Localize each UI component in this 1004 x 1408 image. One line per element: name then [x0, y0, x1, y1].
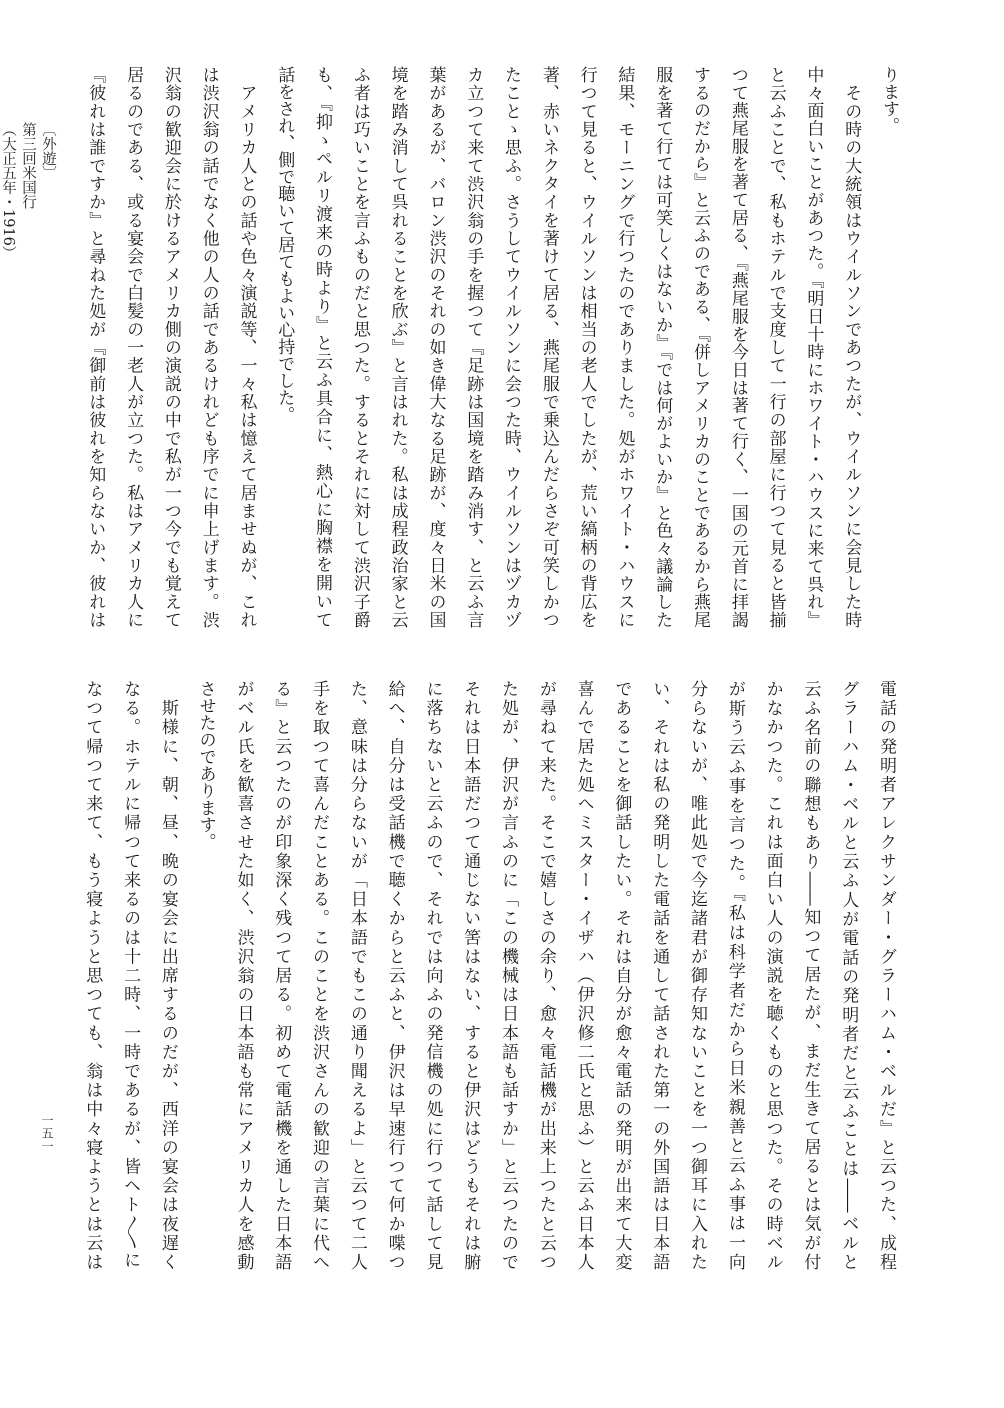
- text-column: た処が、伊沢が言ふのに「この機械は日本語も話すか」と云つたので: [498, 680, 519, 1270]
- text-column: それは日本語だつて通じない筈はない、すると伊沢はどうもそれは腑: [460, 680, 481, 1270]
- text-column: い、それは私の発明した電話を通して話された第一の外国語は日本語: [649, 680, 670, 1271]
- text-column: 云ふ名前の聯想もあり――知つて居たが、まだ生きて居るとは気が付: [800, 680, 821, 1270]
- text-column: も、『抑ゝペルリ渡来の時より』と云ふ具合に、熱心に胸襟を開いて: [312, 66, 333, 628]
- text-column: が斯う云ふ事を言つた。『私は科学者だから日米親善と云ふ事は一向: [724, 680, 745, 1270]
- text-column: 斯様に、朝、昼、晩の宴会に出席するのだが、西洋の宴会は夜遅く: [157, 680, 178, 1270]
- text-column: がベル氏を歓喜させた如く、渋沢翁の日本語も常にアメリカ人を感動: [233, 680, 254, 1270]
- running-header-date: （大正五年・1916）: [0, 122, 16, 261]
- text-column: 喜んで居た処へミスター・イザハ（伊沢修二氏と思ふ）と云ふ日本人: [573, 680, 594, 1270]
- text-column: 葉があるが、バロン渋沢のそれの如き偉大なる足跡が、度々日米の国: [425, 66, 446, 628]
- text-column: た、意味は分らないが「日本語でもこの通り聞えるよ」と云つて二人: [346, 680, 367, 1270]
- text-column: と云ふことで、私もホテルで支度して一行の部屋に行つて見ると皆揃: [765, 66, 786, 628]
- text-column: 行つて見ると、ウイルソンは相当の老人でしたが、荒い縞柄の背広を: [576, 66, 597, 628]
- running-header-section: 〔外遊〕: [40, 122, 56, 180]
- text-column: 手を取つて喜んだことある。このことを渋沢さんの歓迎の言葉に代へ: [309, 680, 330, 1271]
- text-column: 『彼れは誰ですか』と尋ねた処が『御前は彼れを知らないか、彼れは: [85, 66, 106, 628]
- text-column: 服を著て行ては可笑しくはないか』『では何がよいか』と色々議論した: [652, 66, 673, 628]
- text-column: 著、赤いネクタイを著けて居る、燕尾服で乗込んだらさぞ可笑しかつ: [538, 66, 559, 628]
- text-column: 給へ、自分は受話機で聴くからと云ふと、伊沢は早速行つて何か喋つ: [384, 680, 405, 1271]
- text-column: カ立つて来て渋沢翁の手を握つて『足跡は国境を踏み消す、と云ふ言: [463, 66, 484, 628]
- running-header: [0, 122, 58, 434]
- text-column: 境を踏み消して呉れることを欣ぶ』と言はれた。私は成程政治家と云: [387, 66, 408, 628]
- text-column: に落ちないと云ふので、それでは向ふの発信機の処に行つて話して見: [422, 680, 443, 1270]
- text-column: は渋沢翁の話でなく他の人の話であるけれども序でに申上げます。渋: [198, 66, 219, 628]
- text-column: なつて帰つて来て、もう寝ようと思つても、翁は中々寝ようとは云は: [82, 680, 103, 1270]
- text-column: させたのであります。: [195, 680, 216, 850]
- text-column: る』と云つたのが印象深く残つて居る。初めて電話機を通した日本語: [271, 680, 292, 1270]
- text-column: その時の大統領はウイルソンであつたが、ウイルソンに会見した時: [841, 66, 862, 628]
- text-column: 中々面白いことがあつた。『明日十時にホワイト・ハウスに来て呉れ』: [803, 66, 824, 628]
- text-column: ふ者は巧いことを言ふものだと思つた。するとそれに対して渋沢子爵: [349, 66, 370, 628]
- text-column: ります。: [879, 66, 899, 134]
- text-column: が尋ねて来た。そこで嬉しさの余り、愈々電話機が出来上つたと云つ: [535, 680, 556, 1271]
- text-column: たことゝ思ふ。さうしてウイルソンに会つた時、ウイルソンはヅカヅ: [501, 66, 522, 628]
- lower-text-tier: [72, 680, 904, 1270]
- text-column: するのだから』と云ふのである、『併しアメリカのことであるから燕尾: [690, 66, 711, 628]
- text-column: 話をされ、側で聴いて居てもよい心持でした。: [274, 66, 295, 423]
- running-header-chapter: 第三回米国行: [20, 122, 36, 209]
- text-column: 結果、モーニングで行つたのでありました。処がホワイト・ハウスに: [614, 66, 635, 628]
- text-column: 分らないが、唯此処で今迄諸君が御存知ないことを一つ御耳に入れた: [687, 680, 708, 1270]
- text-column: グラーハム・ベルと云ふ人が電話の発明者だと云ふことは――ベルと: [838, 680, 859, 1270]
- text-column: 居るのである、或る宴会で白髪の一老人が立つた。私はアメリカ人に: [123, 66, 144, 628]
- page-number: 一五一: [40, 1114, 54, 1153]
- text-column: であることを御話したい。それは自分が愈々電話の発明が出来て大変: [611, 680, 632, 1271]
- text-column: 沢翁の歓迎会に於けるアメリカ側の演説の中で私が一つ今でも覚えて: [160, 66, 181, 628]
- text-column: つて燕尾服を著て居る、『燕尾服を今日は著て行く、一国の元首に拝謁: [727, 66, 748, 628]
- upper-text-tier: [75, 66, 907, 628]
- text-column: なる。ホテルに帰つて来るのは十二時、一時であるが、皆ヘト〳〵に: [120, 680, 141, 1270]
- text-column: かなかつた。これは面白い人の演説を聴くものと思つた。その時ベル: [762, 680, 783, 1270]
- text-column: アメリカ人との話や色々演説等、一々私は憶えて居ませぬが、これ: [236, 66, 257, 628]
- text-column: 電話の発明者アレクサンダー・グラーハム・ベルだ』と云つた、成程: [876, 680, 896, 1271]
